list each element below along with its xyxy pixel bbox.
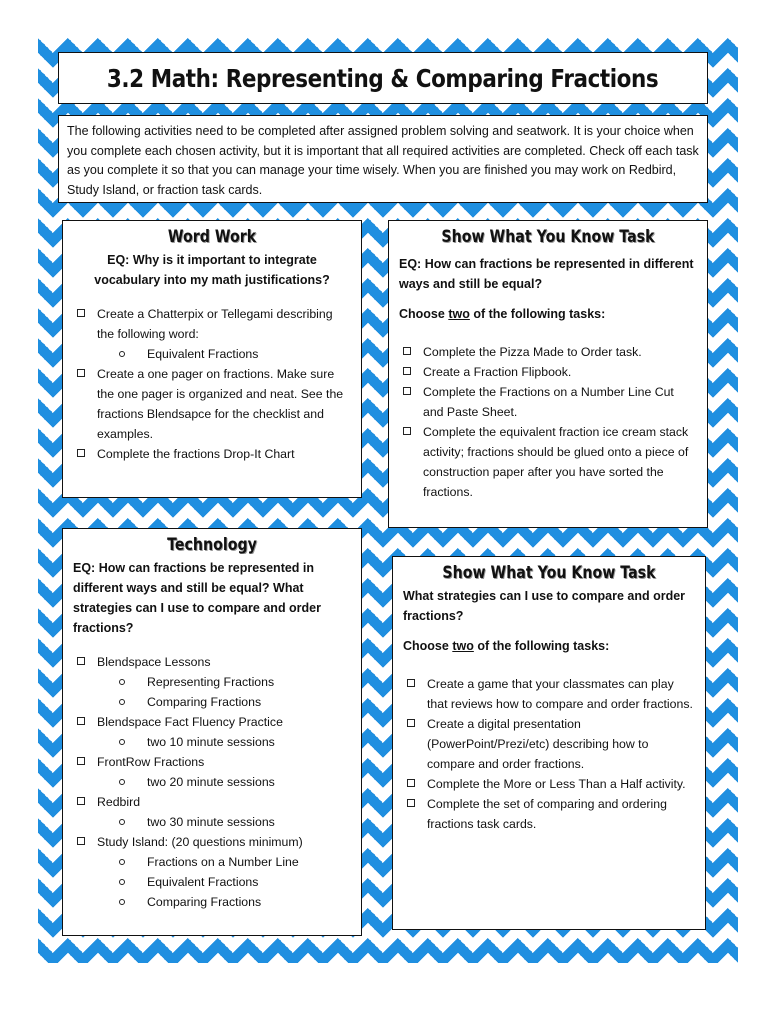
task-text: Create a one pager on fractions. Make sure the one pager is organized and neat. See the fractions Blendsapce for the checklist and examples. (97, 367, 344, 441)
task-text: Create a Chatterpix or Tellegami describing the following word: (97, 307, 333, 341)
task-item[interactable] (403, 674, 695, 714)
checkbox-icon[interactable] (403, 387, 411, 395)
task-text: Blendspace Lessons (97, 655, 211, 669)
show-task-1-eq: EQ: How can fractions be represented in different ways and still be equal? (399, 257, 694, 291)
circle-bullet-icon (119, 679, 125, 685)
sub-list (97, 344, 351, 364)
checkbox-icon[interactable] (77, 369, 85, 377)
checkbox-icon[interactable] (77, 757, 85, 765)
show-task-1-choose (399, 304, 697, 324)
sub-item (97, 772, 351, 792)
word-work-panel (62, 220, 362, 498)
checkbox-icon[interactable] (403, 347, 411, 355)
circle-bullet-icon (119, 879, 125, 885)
sub-list (97, 812, 351, 832)
task-text: Complete the fractions Drop-It Chart (97, 447, 295, 461)
checkbox-icon[interactable] (407, 679, 415, 687)
task-item[interactable] (73, 304, 351, 364)
sub-item (97, 344, 351, 364)
task-text: FrontRow Fractions (97, 755, 205, 769)
checkbox-icon[interactable] (403, 367, 411, 375)
task-item[interactable] (403, 794, 695, 834)
sub-list (97, 732, 351, 752)
choose-suffix: of the following tasks: (473, 639, 610, 653)
sub-list (97, 772, 351, 792)
checkbox-icon[interactable] (407, 799, 415, 807)
task-item[interactable] (73, 712, 351, 752)
circle-bullet-icon (119, 699, 125, 705)
task-text: Complete the set of comparing and ordering fractions task cards. (427, 797, 667, 831)
page-title: 3.2 Math: Representing & Comparing Fractions (107, 63, 659, 93)
choose-prefix: Choose (403, 639, 453, 653)
circle-bullet-icon (119, 819, 125, 825)
task-text: Create a Fraction Flipbook. (423, 365, 572, 379)
checkbox-icon[interactable] (77, 449, 85, 457)
circle-bullet-icon (119, 859, 125, 865)
sub-item (97, 692, 351, 712)
circle-bullet-icon (119, 899, 125, 905)
task-text: Blendspace Fact Fluency Practice (97, 715, 283, 729)
sub-item (97, 852, 351, 872)
sub-item-text: Equivalent Fractions (147, 347, 259, 361)
title-box (58, 52, 708, 104)
choose-prefix: Choose (399, 307, 449, 321)
task-item[interactable] (73, 832, 351, 912)
checkbox-icon[interactable] (77, 797, 85, 805)
task-item[interactable] (399, 382, 697, 422)
choose-emphasis: two (448, 307, 470, 321)
task-item[interactable] (399, 422, 697, 502)
checkbox-icon[interactable] (407, 719, 415, 727)
checkbox-icon[interactable] (403, 427, 411, 435)
checkbox-icon[interactable] (77, 837, 85, 845)
show-task-2-choose (403, 636, 695, 656)
sub-item-text: Representing Fractions (147, 675, 275, 689)
sub-item (97, 892, 351, 912)
task-text: Complete the More or Less Than a Half activity. (427, 777, 686, 791)
show-task-2-panel (392, 556, 706, 930)
show-task-1-list (399, 342, 697, 502)
sub-item (97, 812, 351, 832)
task-item[interactable] (403, 714, 695, 774)
task-item[interactable] (399, 342, 697, 362)
circle-bullet-icon (119, 739, 125, 745)
task-item[interactable] (73, 364, 351, 444)
technology-eq: EQ: How can fractions be represented in different ways and still be equal? What strategies can I use to compare and order fractions? (73, 561, 321, 635)
sub-item-text: two 10 minute sessions (147, 735, 275, 749)
task-text: Create a game that your classmates can play that reviews how to compare and order fractions. (427, 677, 693, 711)
word-work-task-list (73, 304, 351, 464)
task-item[interactable] (403, 774, 695, 794)
task-text: Complete the Fractions on a Number Line Cut and Paste Sheet. (423, 385, 674, 419)
technology-task-list (73, 652, 351, 912)
sub-list (97, 672, 351, 712)
checkbox-icon[interactable] (407, 779, 415, 787)
choose-emphasis: two (452, 639, 474, 653)
technology-panel (62, 528, 362, 936)
show-task-2-list (403, 674, 695, 834)
intro-box (58, 115, 708, 203)
sub-item-text: two 20 minute sessions (147, 775, 275, 789)
sub-item-text: Comparing Fractions (147, 695, 262, 709)
checkbox-icon[interactable] (77, 717, 85, 725)
circle-bullet-icon (119, 779, 125, 785)
sub-item-text: Equivalent Fractions (147, 875, 259, 889)
task-item[interactable] (399, 362, 697, 382)
sub-item (97, 672, 351, 692)
task-item[interactable] (73, 752, 351, 792)
sub-item-text: Comparing Fractions (147, 895, 262, 909)
show-task-2-title: Show What You Know Task (442, 563, 656, 582)
show-task-1-panel (388, 220, 708, 528)
checkbox-icon[interactable] (77, 657, 85, 665)
sub-item-text: two 30 minute sessions (147, 815, 275, 829)
sub-item (97, 732, 351, 752)
task-text: Redbird (97, 795, 141, 809)
task-text: Create a digital presentation (PowerPoint/Prezi/etc) describing how to compare and order fractions. (427, 717, 649, 771)
task-text: Complete the equivalent fraction ice cream stack activity; fractions should be glued onto a piece of construction paper after you have sorted the fractions. (423, 425, 689, 499)
checkbox-icon[interactable] (77, 309, 85, 317)
show-task-2-eq: What strategies can I use to compare and order fractions? (403, 589, 686, 623)
task-item[interactable] (73, 792, 351, 832)
task-text: Complete the Pizza Made to Order task. (423, 345, 642, 359)
choose-suffix: of the following tasks: (469, 307, 606, 321)
task-text: Study Island: (20 questions minimum) (97, 835, 303, 849)
sub-item-text: Fractions on a Number Line (147, 855, 299, 869)
sub-item (97, 872, 351, 892)
intro-text: The following activities need to be completed after assigned problem solving and seatwork. It is your choice when you complete each chosen activity, but it is important that all required activities are completed. Check off each task as you complete it so that you can manage your time wisely. When you are finished you may work on Redbird, Study Island, or fraction task cards. (67, 124, 699, 197)
task-item[interactable] (73, 652, 351, 712)
show-task-1-title: Show What You Know Task (441, 227, 655, 246)
sub-list (97, 852, 351, 912)
task-item[interactable] (73, 444, 351, 464)
technology-title: Technology (167, 535, 257, 554)
word-work-eq: EQ: Why is it important to integrate vocabulary into my math justifications? (94, 253, 330, 287)
circle-bullet-icon (119, 351, 125, 357)
word-work-title: Word Work (167, 227, 257, 246)
